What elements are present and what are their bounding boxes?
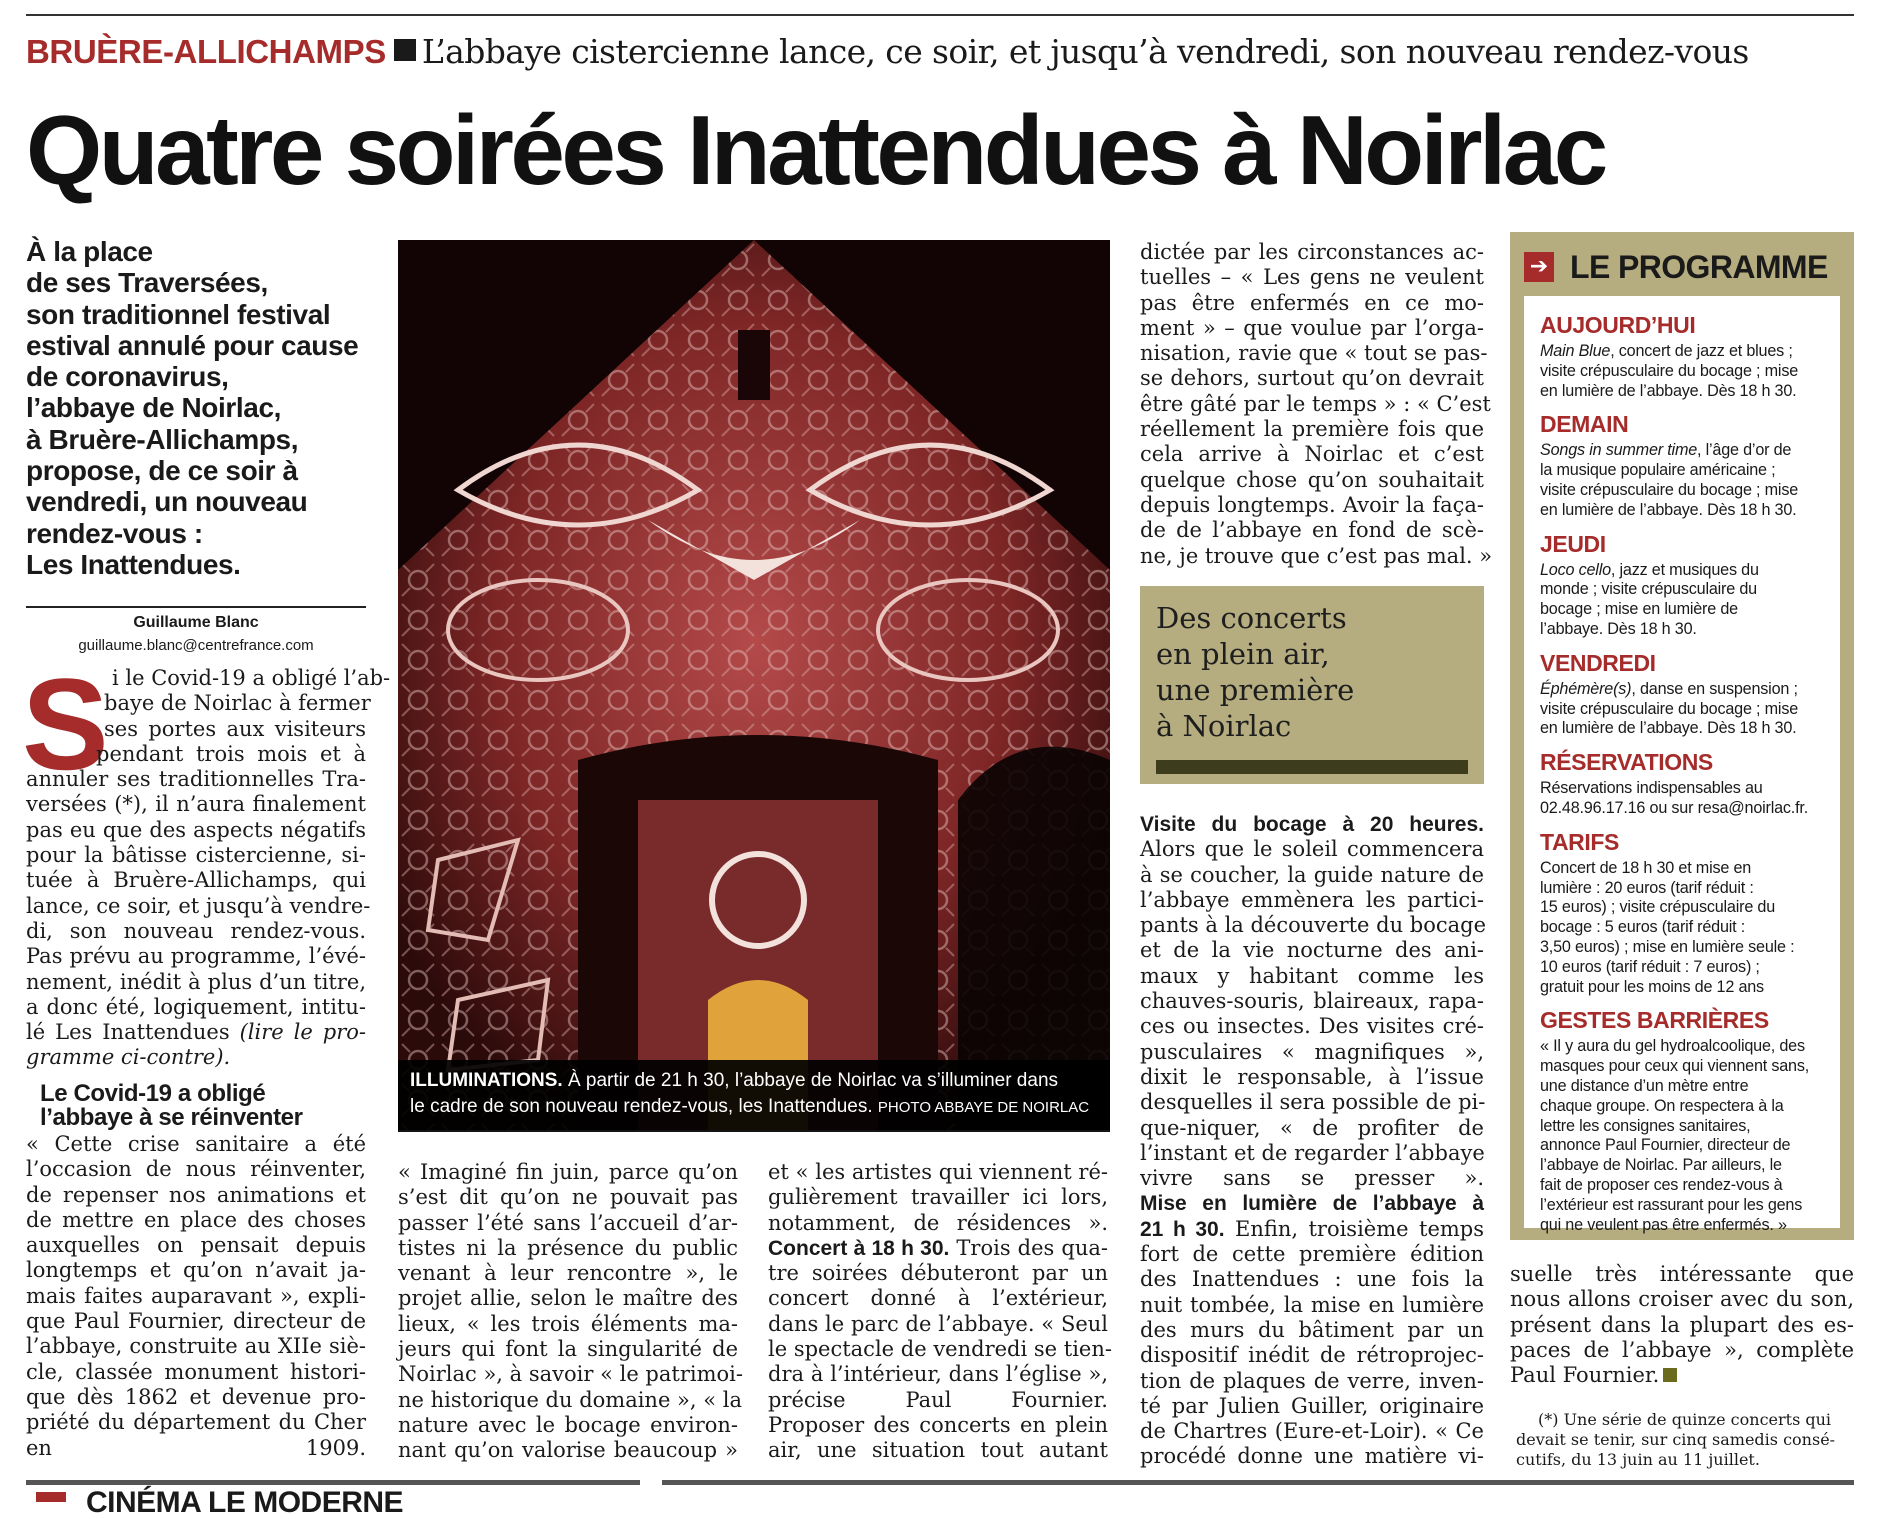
text-line: pas être enfermés en ce mo- — [1140, 290, 1484, 315]
headline: Quatre soirées Inattendues à Noirlac — [26, 95, 1605, 205]
kicker — [26, 30, 1749, 74]
text-line: en 1909. — [26, 1435, 366, 1460]
programme-title: LE PROGRAMME — [1570, 248, 1828, 285]
text-line: venant à leur rencontre », le — [398, 1261, 738, 1286]
arrow-right-icon — [36, 1492, 66, 1502]
text-line: ces ou insectes. Des visites cré- — [1140, 1014, 1484, 1039]
abbey-photo — [398, 240, 1110, 1130]
text-line: ne, je trouve que c’est pas mal. » — [1140, 543, 1493, 568]
text-line: se dehors, surtout qu’on devrait — [1140, 366, 1484, 391]
text-line: tion de plaques de verre, inven- — [1140, 1368, 1484, 1393]
col2 — [398, 1160, 743, 1464]
chapo-line: de coronavirus, — [26, 361, 229, 393]
chapo-line: son traditionnel festival — [26, 298, 331, 330]
text-line: mais faites auparavant », expli- — [26, 1283, 366, 1308]
text-line: précise Paul Fournier. — [768, 1387, 1108, 1412]
chapo-line: estival annulé pour cause — [26, 329, 359, 361]
text-line: tistes ni la présence du public — [398, 1235, 738, 1260]
kicker-location: BRUÈRE-ALLICHAMPS — [26, 33, 386, 70]
chapo — [26, 236, 366, 580]
caption-line: le cadre de son nouveau rendez-vous, les Inattendues. PHOTO ABBAYE DE NOIRLAC — [410, 1096, 1090, 1117]
text-line: nuit tombée, la mise en lumière — [1140, 1292, 1484, 1317]
text-line: de Chartres (Eure-et-Loir). « Ce — [1140, 1419, 1484, 1444]
text-line: depuis longtemps. Avoir la faça- — [1140, 492, 1484, 517]
mise-lead: Mise en lumière de l’abbaye à — [1140, 1192, 1484, 1216]
subhead-covid — [40, 1082, 303, 1130]
text-line: vivre sans se presser ». — [1140, 1166, 1484, 1191]
programme-line: Loco cello, jazz et musiques du — [1540, 560, 1759, 579]
text-line: dixit le responsable, à l’issue — [1140, 1064, 1484, 1089]
programme-line: « Il y aura du gel hydroalcoolique, des — [1540, 1037, 1805, 1056]
programme-line: bocage ; mise en lumière de — [1540, 600, 1738, 619]
text-line — [1140, 812, 1484, 837]
programme-line: visite crépusculaire du bocage ; mise — [1540, 361, 1799, 380]
programme-show-title: Loco cello — [1540, 560, 1611, 579]
text-line: pusculaires « magnifiques », — [1140, 1039, 1484, 1064]
pull-quote-line: à Noirlac — [1156, 709, 1292, 743]
chapo-line: vendredi, un nouveau — [26, 486, 308, 518]
text-line: pendant trois mois et à — [96, 741, 366, 766]
chapo-line: l’abbaye de Noirlac, — [26, 392, 281, 424]
programme-line: l’abbaye de Noirlac. Par ailleurs, le — [1540, 1156, 1782, 1175]
text-line: dispositif inédit de rétroprojec- — [1140, 1343, 1484, 1368]
text-line: paces de l’abbaye », complète — [1510, 1337, 1854, 1362]
text-line: lé Les Inattendues (lire le pro- — [26, 1020, 366, 1044]
programme-line: Réservations indispensables au — [1540, 779, 1763, 798]
text-line: cle, classée monument histori- — [26, 1359, 366, 1384]
text-line: projet allie, selon le maître des — [398, 1286, 738, 1311]
end-mark-icon — [1663, 1368, 1677, 1382]
text-line: à se coucher, la guide nature de — [1140, 862, 1484, 887]
text-line: ne historique du domaine », « la — [398, 1387, 743, 1412]
text-line: Paul Fournier. — [1510, 1363, 1854, 1388]
pull-quote-text — [1156, 600, 1354, 744]
text-line: ment » – que voulue par l’orga- — [1140, 315, 1484, 340]
photo-caption — [398, 1060, 1110, 1132]
programme-line: bocage : 5 euros (tarif réduit : — [1540, 918, 1746, 937]
programme-line: 10 euros (tarif réduit : 7 euros) ; — [1540, 957, 1760, 976]
programme-line: qui ne veulent pas être enfermés. » — [1540, 1215, 1787, 1234]
text-line: i le Covid-19 a obligé l’ab- — [112, 666, 391, 690]
bottom-strip — [26, 1478, 1854, 1519]
arrow-right-icon: ➔ — [1524, 252, 1554, 282]
text-line: maux y habitant comme les — [1140, 963, 1484, 988]
text-line: s’est dit qu’on ne pouvait pas — [398, 1185, 738, 1210]
text-line: notamment, de résidences ». — [768, 1210, 1108, 1235]
text-line: réellement la première fois que — [1140, 417, 1484, 442]
text-line: passer l’été sans l’accueil d’ar- — [398, 1210, 738, 1235]
col4-top — [1140, 240, 1493, 569]
chapo-line: à Bruère-Allichamps, — [26, 423, 299, 455]
programme-line: lumière : 20 euros (tarif réduit : — [1540, 878, 1754, 897]
text-line: gulièrement travailler ici lors, — [768, 1185, 1108, 1210]
programme-show-title: Éphémère(s) — [1540, 679, 1632, 698]
text-line: tuée à Bruère-Allichamps, qui — [26, 868, 366, 893]
pull-quote-bar — [1156, 760, 1468, 774]
text-line: de repenser nos animations et — [26, 1182, 366, 1207]
programme-show-title: Main Blue — [1540, 342, 1611, 360]
subhead-line: l’abbaye à se réinventer — [40, 1104, 303, 1131]
text-line: l’instant et de regarder l’abbaye — [1140, 1140, 1485, 1165]
byline-rule — [26, 606, 366, 608]
programme-line: Éphémère(s), danse en suspension ; — [1540, 679, 1798, 698]
text-line: pas eu que des aspects négatifs — [26, 817, 366, 842]
text-line: ses portes aux visiteurs — [104, 716, 366, 741]
text-line: être gâté par le temps » : « C’est — [1140, 391, 1491, 416]
col1-intro — [26, 666, 391, 1020]
text-line: desquelles il sera possible de pi- — [1140, 1090, 1486, 1115]
col4-bottom — [1140, 812, 1487, 1470]
text-line: priété du département du Cher — [26, 1410, 366, 1435]
text-line: « Cette crise sanitaire a été — [26, 1132, 366, 1156]
text-line: lieux, « les trois éléments ma- — [398, 1311, 738, 1336]
text-line: Concert à 18 h 30. Trois des qua- — [768, 1235, 1108, 1260]
text-line: et « les artistes qui viennent ré- — [768, 1160, 1108, 1184]
programme-show-title: Songs in summer time — [1540, 441, 1698, 460]
programme-line: Songs in summer time, l’âge d’or de — [1540, 441, 1792, 460]
chapo-line: rendez-vous : — [26, 517, 203, 549]
text-line: nisation, ravie que « tout se pas- — [1140, 341, 1488, 366]
footnote-line: devait se tenir, sur cinq samedis consé- — [1516, 1430, 1836, 1449]
programme-section-heading: VENDREDI — [1540, 649, 1656, 676]
pull-quote-line: une première — [1156, 673, 1355, 707]
programme-line: masques pour ceux qui viennent sans, — [1540, 1057, 1810, 1076]
col1-intro-end — [26, 1020, 366, 1071]
text-line: tuelles – « Les gens ne veulent — [1140, 265, 1484, 290]
programme-section-heading: GESTES BARRIÈRES — [1540, 1007, 1769, 1034]
programme-line: gratuit pour les moins de 12 ans — [1540, 977, 1764, 996]
text-line: que Paul Fournier, directeur de — [26, 1309, 366, 1334]
text-line: baye de Noirlac à fermer — [104, 691, 371, 716]
text-line: cela arrive à Noirlac et c’est — [1140, 442, 1484, 467]
text-line: dans le parc de l’abbaye. « Seul — [768, 1311, 1108, 1336]
footnote — [1516, 1410, 1854, 1470]
programme-box — [1510, 232, 1854, 1240]
programme-line: fait de proposer ces rendez-vous à — [1540, 1175, 1783, 1194]
programme-line: chaque groupe. On respectera à la — [1540, 1096, 1784, 1115]
text-line: jeurs qui font la singularité de — [398, 1337, 738, 1362]
text-line: des murs du bâtiment par un — [1140, 1317, 1484, 1342]
text-line: quelque chose qu’on souhaitait — [1140, 467, 1484, 492]
text-line: a donc été, logiquement, intitu- — [26, 994, 366, 1019]
text-line: versées (*), il n’aura finalement — [26, 792, 366, 817]
text-line: tre soirées débuteront par un — [768, 1261, 1108, 1286]
programme-section-heading: DEMAIN — [1540, 411, 1629, 438]
text-line: dictée par les circonstances ac- — [1140, 240, 1484, 264]
text-line: pants à la découverte du bocage — [1140, 913, 1487, 938]
programme-header — [1524, 242, 1828, 292]
programme-line: monde ; visite crépusculaire du — [1540, 580, 1757, 599]
chapo-line: propose, de ce soir à — [26, 455, 298, 487]
text-line: l’occasion de nous réinventer, — [26, 1157, 366, 1182]
col5 — [1510, 1262, 1854, 1388]
photo-credit: PHOTO ABBAYE DE NOIRLAC — [877, 1099, 1090, 1116]
text-line: Alors que le soleil commencera — [1140, 837, 1484, 862]
programme-section-heading: JEUDI — [1540, 530, 1606, 557]
bottom-rule — [26, 1480, 640, 1485]
subhead-line: Le Covid-19 a obligé — [40, 1080, 266, 1107]
programme-line: lettre les consignes sanitaires, — [1540, 1116, 1751, 1135]
programme-line: 02.48.96.17.16 ou sur resa@noirlac.fr. — [1540, 798, 1808, 817]
text-line: que dès 1862 et devenue pro- — [26, 1384, 366, 1409]
text-line: nous allons croiser avec du son, — [1510, 1287, 1854, 1312]
text-line: 21 h 30. Enfin, troisième temps — [1140, 1216, 1484, 1241]
text-line: nement, inédit à plus d’un titre, — [26, 969, 366, 994]
text-line: dra à l’intérieur, dans l’église », — [768, 1362, 1108, 1387]
programme-line: Main Blue, concert de jazz et blues ; — [1540, 342, 1793, 360]
text-line: procédé donne une matière vi- — [1140, 1444, 1484, 1469]
top-rule — [26, 14, 1854, 16]
concert-lead: Concert à 18 h 30. — [768, 1236, 950, 1260]
text-line: des Inattendues : une fois la — [1140, 1267, 1484, 1292]
byline-email: guillaume.blanc@centrefrance.com — [78, 637, 314, 654]
text-line: l’abbaye, construite au XIIe siè- — [26, 1334, 366, 1359]
text-line: Noirlac », à savoir « le patrimoi- — [398, 1362, 743, 1387]
kicker-deck: L’abbaye cistercienne lance, ce soir, et jusqu’à vendredi, son nouveau rendez-vous — [421, 32, 1749, 71]
text-line: té par Julien Guiller, originaire — [1140, 1393, 1484, 1418]
text-line: et de la vie nocturne des ani- — [1140, 938, 1484, 963]
programme-line: l’extérieur est rassurant pour les gens — [1540, 1195, 1803, 1214]
chapo-line: de ses Traversées, — [26, 267, 268, 299]
next-article-title[interactable]: CINÉMA LE MODERNE — [86, 1486, 404, 1519]
text-line: Proposer des concerts en plein — [768, 1412, 1108, 1437]
text-line: chauves-souris, blaireaux, rapa- — [1140, 989, 1484, 1014]
text-line: longtemps et qu’on n’avait ja- — [26, 1258, 366, 1283]
text-line: de mettre en place des choses — [26, 1207, 366, 1232]
text-line: pour la bâtisse cistercienne, si- — [26, 843, 366, 868]
text-line: air, une situation tout autant — [768, 1438, 1108, 1463]
programme-line: en lumière de l’abbaye. Dès 18 h 30. — [1540, 500, 1797, 519]
text-line: suelle très intéressante que — [1510, 1262, 1854, 1286]
programme-section-heading: AUJOURD’HUI — [1540, 312, 1696, 338]
pull-quote-line: en plein air, — [1156, 637, 1330, 671]
text-line: nant qu’on valorise beaucoup » — [398, 1438, 738, 1463]
programme-line: 15 euros) ; visite crépusculaire du — [1540, 898, 1776, 917]
text-line: l’abbaye emmènera les partici- — [1140, 887, 1484, 912]
programme-section-heading: TARIFS — [1540, 828, 1619, 855]
programme-line: en lumière de l’abbaye. Dès 18 h 30. — [1540, 719, 1797, 738]
programme-line: une distance d’un mètre entre — [1540, 1076, 1749, 1095]
bottom-rule — [662, 1480, 1854, 1485]
footnote-line: cutifs, du 13 juin au 11 juillet. — [1516, 1450, 1760, 1469]
programme-line: en lumière de l’abbaye. Dès 18 h 30. — [1540, 381, 1797, 400]
programme-line: 3,50 euros) ; mise en lumière seule : — [1540, 937, 1795, 956]
pull-quote-line: Des concerts — [1156, 601, 1347, 635]
programme-section-heading: RÉSERVATIONS — [1540, 749, 1713, 776]
programme-line: Concert de 18 h 30 et mise en — [1540, 858, 1752, 877]
text-line: que-niquer, « de profiter de — [1140, 1115, 1484, 1140]
programme-line: la musique populaire américaine ; — [1540, 461, 1776, 480]
col1-body — [26, 1132, 366, 1461]
programme-line: annonce Paul Fournier, directeur de — [1540, 1136, 1791, 1155]
text-line: « Imaginé fin juin, parce qu’on — [398, 1160, 738, 1184]
text-line: Pas prévu au programme, l’évé- — [26, 944, 366, 969]
text-line — [1140, 1191, 1484, 1216]
text-line: fort de cette première édition — [1140, 1242, 1484, 1267]
kicker-square-icon — [394, 39, 416, 61]
footnote-line: (*) Une série de quinze concerts qui — [1538, 1410, 1832, 1429]
text-line: lance, ce soir, et jusqu’à vendre- — [26, 893, 371, 918]
text-line: annuler ses traditionnelles Tra- — [26, 767, 366, 792]
caption-line: ILLUMINATIONS. À partir de 21 h 30, l’abbaye de Noirlac va s’illuminer dans — [410, 1070, 1059, 1091]
chapo-line: À la place — [26, 236, 153, 267]
text-line: di, son nouveau rendez-vous. — [26, 918, 366, 943]
text-line: nature avec le bocage environ- — [398, 1412, 738, 1437]
programme-line: l’abbaye. Dès 18 h 30. — [1540, 619, 1697, 638]
programme-line: visite crépusculaire du bocage ; mise — [1540, 480, 1799, 499]
abbey-facade-illustration — [398, 240, 1110, 1130]
col3 — [768, 1160, 1112, 1464]
programme-content — [1540, 312, 1840, 1235]
text-line: de de l’abbaye en fond de scè- — [1140, 518, 1484, 543]
byline-author: Guillaume Blanc — [133, 614, 259, 631]
text-line: auxquelles on pensait depuis — [26, 1233, 366, 1258]
pull-quote — [1140, 586, 1484, 784]
text-line: présent dans la plupart des es- — [1510, 1312, 1854, 1337]
text-line: concert donné à l’extérieur, — [768, 1286, 1108, 1311]
chapo-line: Les Inattendues. — [26, 548, 241, 580]
programme-line: visite crépusculaire du bocage ; mise — [1540, 699, 1799, 718]
text-line: le spectacle de vendredi se tien- — [768, 1337, 1112, 1362]
visite-lead: Visite du bocage à 20 heures. — [1140, 813, 1484, 836]
drop-cap: S — [22, 651, 109, 797]
text-line: gramme ci-contre). — [26, 1045, 231, 1070]
